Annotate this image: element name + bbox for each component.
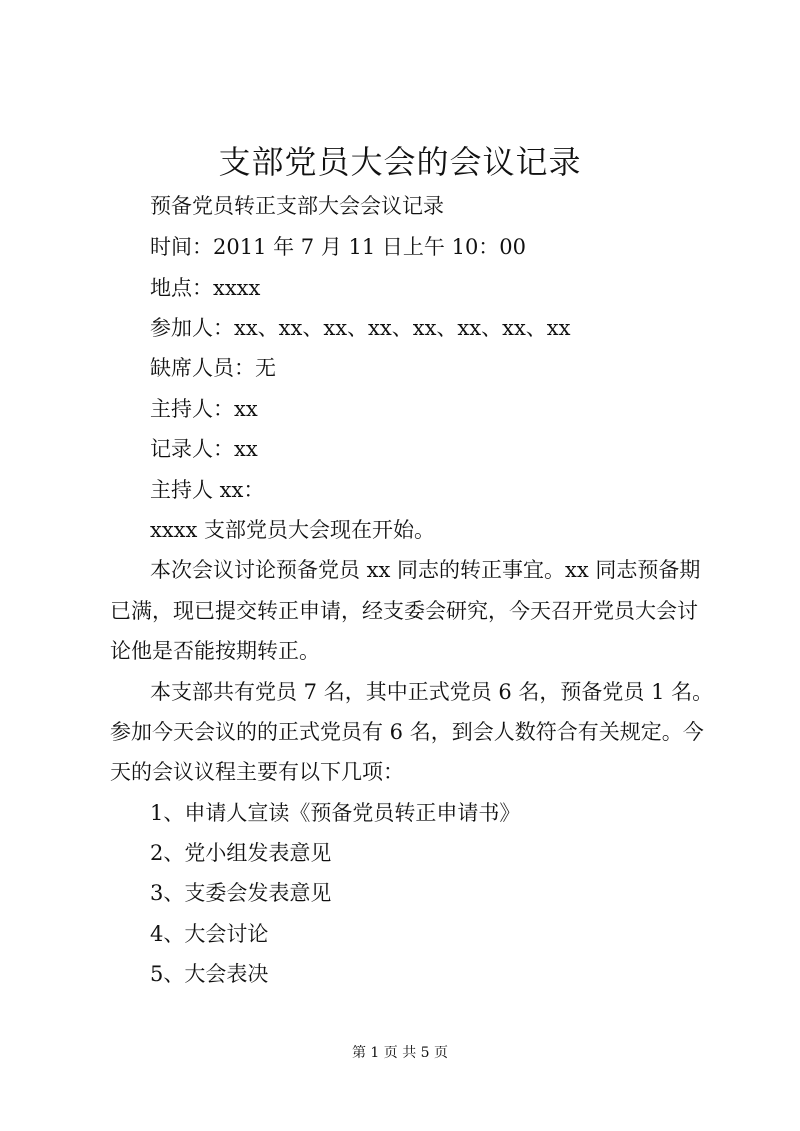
paragraph-2-line-1: 本支部共有党员 7 名，其中正式党员 6 名，预备党员 1 名。 — [150, 680, 714, 704]
host: 主持人：xx — [150, 397, 258, 421]
opening-statement: xxxx 支部党员大会现在开始。 — [150, 518, 436, 542]
agenda-item-3: 3、支委会发表意见 — [150, 881, 332, 905]
agenda-item-4: 4、大会讨论 — [150, 922, 269, 946]
agenda-item-2: 2、党小组发表意见 — [150, 841, 332, 865]
absent-members: 缺席人员：无 — [150, 356, 276, 380]
meeting-place: 地点：xxxx — [150, 276, 261, 300]
paragraph-2-line-3: 天的会议议程主要有以下几项： — [110, 760, 404, 784]
paragraph-1-line-1: 本次会议讨论预备党员 xx 同志的转正事宜。xx 同志预备期 — [150, 558, 701, 582]
page-title: 支部党员大会的会议记录 — [218, 143, 582, 181]
paragraph-1-line-2: 已满，现已提交转正申请，经支委会研究，今天召开党员大会讨 — [110, 599, 698, 623]
paragraph-2-line-2: 参加今天会议的的正式党员有 6 名，到会人数符合有关规定。今 — [110, 720, 704, 744]
meeting-time: 时间：2011 年 7 月 11 日上午 10：00 — [150, 235, 527, 259]
agenda-item-1: 1、申请人宣读《预备党员转正申请书》 — [150, 801, 521, 825]
host-speech-label: 主持人 xx： — [150, 478, 265, 502]
paragraph-1-line-3: 论他是否能按期转正。 — [110, 639, 320, 663]
page-number: 第 1 页 共 5 页 — [351, 1045, 449, 1061]
attendees: 参加人：xx、xx、xx、xx、xx、xx、xx、xx — [150, 316, 571, 340]
subtitle: 预备党员转正支部大会会议记录 — [150, 194, 444, 218]
recorder: 记录人：xx — [150, 437, 258, 461]
agenda-item-5: 5、大会表决 — [150, 962, 269, 986]
